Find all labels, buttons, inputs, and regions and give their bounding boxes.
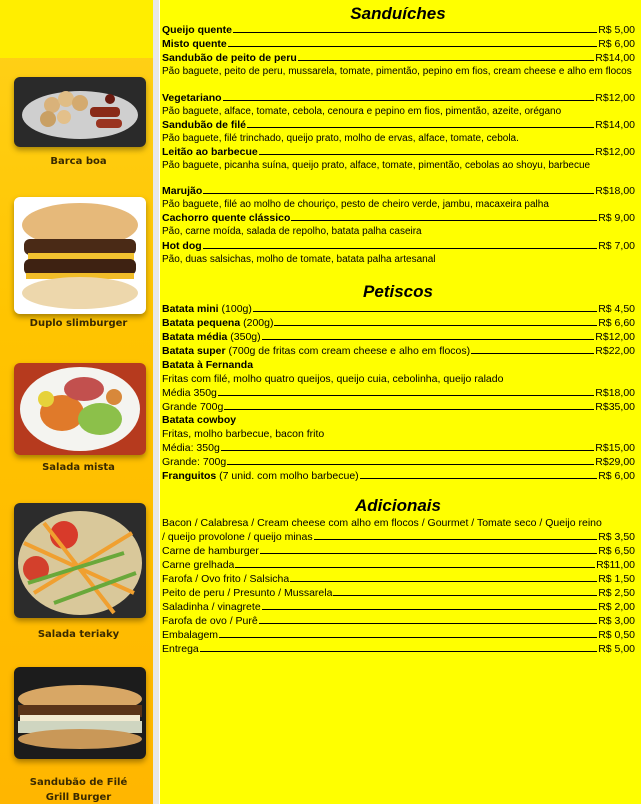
menu-item-row bbox=[162, 642, 635, 656]
item-price: R$ 2,00 bbox=[598, 601, 635, 613]
item-name: Batata mini bbox=[162, 303, 219, 315]
item-name: Peito de peru / Presunto / Mussarela bbox=[162, 587, 333, 599]
item-description: Pão baguete, filé trinchado, queijo prato, molho de ervas, alface, tomate, cebola. bbox=[162, 133, 519, 144]
item-price: R$ 5,00 bbox=[598, 643, 635, 655]
item-price: R$ 6,00 bbox=[598, 470, 635, 482]
item-price: R$22,00 bbox=[595, 345, 635, 357]
leader-line bbox=[233, 32, 597, 33]
item-price: R$ 5,00 bbox=[598, 24, 635, 36]
item-detail: (200g) bbox=[240, 317, 274, 329]
leader-line bbox=[218, 395, 594, 396]
item-detail: (700g de fritas com cream cheese e alho em flocos) bbox=[225, 345, 471, 357]
item-name: Sandubão de filé bbox=[162, 119, 247, 131]
leader-line bbox=[227, 464, 594, 465]
item-name: Sandubão de peito de peru bbox=[162, 52, 297, 64]
menu-item-row bbox=[162, 386, 635, 400]
menu-item-row bbox=[162, 628, 635, 642]
leader-line bbox=[200, 651, 597, 652]
item-name: Misto quente bbox=[162, 38, 227, 50]
duplo-slimburger-caption: Duplo slimburger bbox=[29, 318, 128, 329]
item-price: R$12,00 bbox=[595, 331, 635, 343]
item-name: Hot dog bbox=[162, 240, 202, 252]
menu-item-row bbox=[162, 586, 635, 600]
menu-item-row bbox=[162, 469, 635, 483]
barca-boa-caption: Barca boa bbox=[50, 156, 107, 167]
item-name: Batata super bbox=[162, 345, 226, 357]
adicionais-first-line: Bacon / Calabresa / Cream cheese com alho em flocos / Gourmet / Tomate seco / Queijo reino bbox=[162, 517, 602, 529]
menu-item-row bbox=[162, 530, 635, 544]
leader-line bbox=[333, 595, 597, 596]
item-name: Farofa / Ovo frito / Salsicha bbox=[162, 573, 290, 585]
item-description: Fritas com filé, molho quatro queijos, queijo cuia, cebolinha, queijo ralado bbox=[162, 373, 504, 385]
item-name: Batata pequena bbox=[162, 317, 241, 329]
menu-item-row bbox=[162, 184, 635, 198]
menu-item-row bbox=[162, 37, 635, 51]
menu-item-row bbox=[162, 330, 635, 344]
menu-item-row bbox=[162, 51, 635, 65]
sidebar-divider bbox=[153, 0, 159, 804]
item-price: R$35,00 bbox=[595, 401, 635, 413]
menu-item-row bbox=[162, 145, 635, 159]
item-price: R$ 6,60 bbox=[598, 317, 635, 329]
leader-line bbox=[262, 609, 598, 610]
menu-item-row bbox=[162, 441, 635, 455]
leader-line bbox=[259, 623, 597, 624]
item-price: R$ 4,50 bbox=[598, 303, 635, 315]
item-name: Cachorro quente clássico bbox=[162, 212, 291, 224]
leader-line bbox=[235, 567, 595, 568]
sandubao-file-photo bbox=[14, 667, 146, 759]
item-price: R$ 1,50 bbox=[598, 573, 635, 585]
item-name: Leitão ao barbecue bbox=[162, 146, 258, 158]
leader-line bbox=[360, 478, 598, 479]
item-price: R$ 3,50 bbox=[598, 531, 635, 543]
item-name: Queijo quente bbox=[162, 24, 233, 36]
menu-item-row bbox=[162, 614, 635, 628]
item-detail: (350g) bbox=[227, 331, 261, 343]
item-price: R$ 3,00 bbox=[598, 615, 635, 627]
item-price: R$12,00 bbox=[595, 146, 635, 158]
menu-item-row bbox=[162, 572, 635, 586]
item-description: Pão baguete, picanha suína, queijo prato, alface, tomate, pimentão, cebolas ao shoyu, barbecue bbox=[162, 160, 591, 171]
leader-line bbox=[260, 553, 597, 554]
leader-line bbox=[274, 325, 597, 326]
leader-line bbox=[259, 154, 595, 155]
item-price: R$18,00 bbox=[595, 387, 635, 399]
item-price: R$18,00 bbox=[595, 185, 635, 197]
menu-item-row bbox=[162, 23, 635, 37]
adicionais-title: Adicionais bbox=[355, 496, 441, 515]
barca-boa-photo bbox=[14, 77, 146, 147]
item-price: R$14,00 bbox=[595, 52, 635, 64]
menu-item-row bbox=[162, 544, 635, 558]
item-name: Marujão bbox=[162, 185, 203, 197]
petiscos-title: Petiscos bbox=[363, 282, 433, 301]
menu-item-row bbox=[162, 91, 635, 105]
salada-teriaky-photo bbox=[14, 503, 146, 618]
sanduiches-title: Sanduíches bbox=[350, 4, 446, 23]
leader-line bbox=[314, 539, 598, 540]
item-price: R$ 9,00 bbox=[598, 212, 635, 224]
batata-fernanda-heading bbox=[162, 358, 636, 372]
size-name: Média 350g bbox=[162, 387, 217, 399]
item-description: Pão, duas salsichas, molho de tomate, batata palha artesanal bbox=[162, 254, 436, 265]
item-price: R$ 0,50 bbox=[598, 629, 635, 641]
leader-line bbox=[298, 60, 595, 61]
item-name: Carne de hamburger bbox=[162, 545, 259, 557]
item-price: R$11,00 bbox=[596, 559, 635, 571]
menu-item-row bbox=[162, 316, 635, 330]
leader-line bbox=[262, 339, 595, 340]
size-name: Média: 350g bbox=[162, 442, 220, 454]
item-price: R$ 2,50 bbox=[598, 587, 635, 599]
item-detail: (7 unid. com molho barbecue) bbox=[216, 470, 359, 482]
menu-item-row bbox=[162, 400, 635, 414]
leader-line bbox=[203, 193, 594, 194]
item-name: Batata cowboy bbox=[162, 414, 237, 426]
item-description: Pão baguete, alface, tomate, cebola, cenoura e pepino em fios, pimentão, azeite, orégano bbox=[162, 106, 562, 117]
menu-item-row bbox=[162, 239, 635, 253]
item-price: R$29,00 bbox=[595, 456, 635, 468]
batata-cowboy-heading bbox=[162, 413, 636, 427]
leader-line bbox=[291, 220, 597, 221]
salada-mista-caption: Salada mista bbox=[42, 462, 115, 473]
item-detail: (100g) bbox=[218, 303, 252, 315]
item-price: R$ 6,00 bbox=[598, 38, 635, 50]
sidebar-header-band bbox=[0, 0, 157, 58]
item-description: Pão, carne moída, salada de repolho, batata palha caseira bbox=[162, 226, 422, 237]
leader-line bbox=[224, 409, 594, 410]
item-price: R$14,00 bbox=[595, 119, 635, 131]
leader-line bbox=[221, 450, 595, 451]
leader-line bbox=[247, 127, 594, 128]
menu-item-row bbox=[162, 211, 635, 225]
salada-mista-photo bbox=[14, 363, 146, 455]
item-name: Batata média bbox=[162, 331, 228, 343]
leader-line bbox=[223, 100, 595, 101]
salada-teriaky-caption: Salada teriaky bbox=[37, 629, 120, 640]
leader-line bbox=[203, 248, 598, 249]
item-description: Pão baguete, filé ao molho de chouriço, pesto de cheiro verde, jambu, macaxeira palha bbox=[162, 199, 549, 210]
item-price: R$12,00 bbox=[595, 92, 635, 104]
item-price: R$15,00 bbox=[595, 442, 635, 454]
menu-item-row bbox=[162, 600, 635, 614]
menu-item-row bbox=[162, 455, 635, 469]
menu-item-row bbox=[162, 558, 635, 572]
leader-line bbox=[219, 637, 597, 638]
item-description: Pão baguete, peito de peru, mussarela, tomate, pimentão, pepino em fios, cream cheese e alho em flocos bbox=[162, 66, 632, 77]
item-name: Embalagem bbox=[162, 629, 219, 641]
menu-item-row bbox=[162, 118, 635, 132]
leader-line bbox=[253, 311, 597, 312]
menu-item-row bbox=[162, 302, 635, 316]
sandubao-file-caption-line2: Grill Burger bbox=[45, 792, 112, 803]
item-price: R$ 7,00 bbox=[598, 240, 635, 252]
size-name: Grande: 700g bbox=[162, 456, 227, 468]
size-name: Grande 700g bbox=[162, 401, 224, 413]
item-name: Entrega bbox=[162, 643, 199, 655]
sandubao-file-caption-line1: Sandubão de Filé bbox=[29, 777, 128, 788]
item-name: Saladinha / vinagrete bbox=[162, 601, 261, 613]
leader-line bbox=[471, 353, 594, 354]
item-name: Carne grelhada bbox=[162, 559, 235, 571]
item-name: Farofa de ovo / Purê bbox=[162, 615, 258, 627]
item-name: Batata à Fernanda bbox=[162, 359, 254, 371]
item-name: Vegetariano bbox=[162, 92, 222, 104]
duplo-slimburger-photo bbox=[14, 197, 146, 314]
item-price: R$ 6,50 bbox=[598, 545, 635, 557]
item-name: / queijo provolone / queijo minas bbox=[162, 531, 313, 543]
leader-line bbox=[228, 46, 597, 47]
item-name: Franguitos bbox=[162, 470, 217, 482]
leader-line bbox=[290, 581, 597, 582]
menu-item-row bbox=[162, 344, 635, 358]
item-description: Fritas, molho barbecue, bacon frito bbox=[162, 428, 325, 440]
